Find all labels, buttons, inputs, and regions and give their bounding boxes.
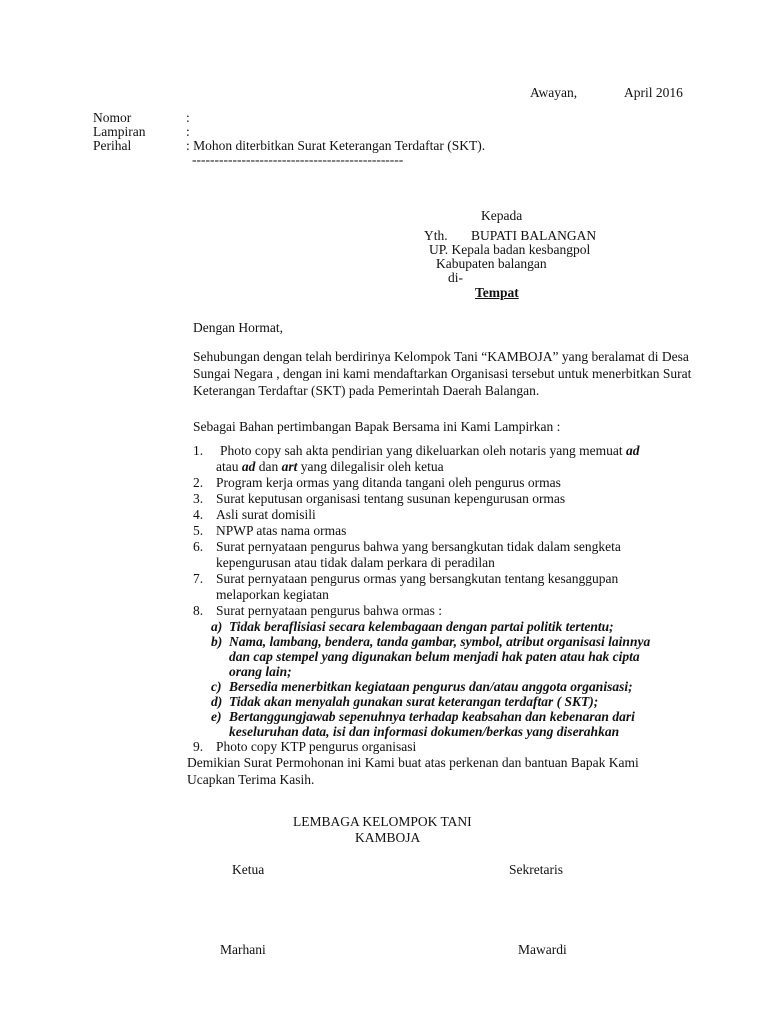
- perihal-value: : Mohon diterbitkan Surat Keterangan Terdaftar (SKT).: [186, 138, 486, 153]
- sub-list-item: [193, 619, 693, 634]
- list-item: [193, 475, 693, 491]
- list-item-text: Photo copy KTP pengurus organisasi: [216, 739, 417, 754]
- list-item: [193, 539, 656, 571]
- organization-name-line2: KAMBOJA: [355, 830, 421, 845]
- list-item: [193, 571, 656, 603]
- nomor-label: Nomor: [93, 110, 132, 125]
- list-item-text: Program kerja ormas yang ditanda tangani oleh pengurus ormas: [216, 475, 561, 490]
- recipient-name: BUPATI BALANGAN: [471, 228, 597, 243]
- ketua-name: Marhani: [220, 942, 266, 957]
- list-item-number: 4.: [193, 507, 204, 522]
- recipient-up: UP. Kepala badan kesbangpol: [429, 242, 591, 257]
- sub-list-letter: e): [211, 709, 222, 724]
- list-item-number: 7.: [193, 571, 204, 586]
- recipient-kabupaten: Kabupaten balangan: [436, 256, 547, 271]
- sub-list-letter: a): [211, 619, 223, 634]
- recipient-tempat: Tempat: [475, 285, 519, 300]
- sub-list-text: Bersedia menerbitkan kegiataan pengurus dan/atau anggota organisasi;: [229, 679, 633, 694]
- sub-list-text: Bertanggungjawab sepenuhnya terhadap keabsahan dan kebenaran dari keseluruhan data, isi dan informasi dokumen/berkas yang diserahkan: [229, 709, 635, 739]
- sub-list-item: [193, 634, 654, 679]
- sub-list-item: [193, 694, 693, 709]
- art-term: art: [281, 459, 298, 474]
- sekretaris-title: Sekretaris: [509, 862, 563, 877]
- perihal-label: Perihal: [93, 138, 132, 153]
- list-item-number: 9.: [193, 739, 204, 754]
- list-item-text: yang dilegalisir oleh ketua: [297, 459, 444, 474]
- list-item-text: NPWP atas nama ormas: [216, 523, 347, 538]
- list-item-text: Surat pernyataan pengurus bahwa ormas :: [216, 603, 443, 618]
- letter-date: April 2016: [624, 85, 683, 100]
- ketua-title: Ketua: [232, 862, 265, 877]
- list-item: [193, 603, 693, 619]
- list-item: [193, 491, 693, 507]
- yth-label: Yth.: [424, 228, 448, 243]
- list-item-number: 6.: [193, 539, 204, 554]
- sub-list-letter: b): [211, 634, 223, 649]
- list-item-text: dan: [255, 459, 282, 474]
- body-paragraph-1: Sehubungan dengan telah berdirinya Kelompok Tani “KAMBOJA” yang beralamat di Desa Sungai Negara , dengan ini kami mendaftarkan Organisasi tersebut untuk menerbitkan Surat Keterangan Terdaftar (SKT) pada Pemerintah Daerah Balangan.: [193, 349, 692, 398]
- list-item-text: Surat keputusan organisasi tentang susunan kepengurusan ormas: [216, 491, 566, 506]
- sub-list-item: [193, 679, 693, 694]
- ad-term: ad: [626, 443, 640, 458]
- sub-list-item: [193, 709, 649, 739]
- list-item-text: Photo copy sah akta pendirian yang dikeluarkan oleh notaris yang memuat: [220, 443, 627, 458]
- kepada-label: Kepada: [481, 208, 523, 223]
- sub-list-text: Tidak akan menyalah gunakan surat keterangan terdaftar ( SKT);: [229, 694, 599, 709]
- list-item-number: 5.: [193, 523, 204, 538]
- list-item-text: Asli surat domisili: [216, 507, 316, 522]
- organization-name: LEMBAGA KELOMPOK TANI: [293, 814, 472, 829]
- list-item: [193, 507, 693, 523]
- list-item-text: atau: [216, 459, 242, 474]
- ad-term: ad: [241, 459, 256, 474]
- list-item-text: Surat pernyataan pengurus ormas yang bersangkutan tentang kesanggupan melaporkan kegiatan: [216, 571, 619, 602]
- list-item-text: Surat pernyataan pengurus bahwa yang bersangkutan tidak dalam sengketa kepengurusan atau tidak dalam perkara di peradilan: [216, 539, 621, 570]
- list-item-number: 1.: [193, 443, 204, 458]
- lampiran-value: :: [186, 124, 190, 139]
- closing-paragraph: Demikian Surat Permohonan ini Kami buat atas perkenan dan bantuan Bapak Kami Ucapkan Terima Kasih.: [187, 755, 639, 787]
- nomor-value: :: [186, 110, 190, 125]
- letter-place: Awayan,: [530, 85, 578, 100]
- list-item-number: 8.: [193, 603, 204, 618]
- list-item: [193, 523, 693, 539]
- sub-list-letter: c): [211, 679, 222, 694]
- separator-line: -----------------------------------------------: [192, 152, 404, 167]
- sub-list-letter: d): [211, 694, 223, 709]
- list-item: [193, 443, 693, 475]
- sub-list-text: Nama, lambang, bendera, tanda gambar, symbol, atribut organisasi lainnya dan cap stempel yang digunakan belum menjadi hak paten atau hak cipta orang lain;: [229, 634, 651, 679]
- attachment-list: [193, 443, 693, 755]
- list-item: [193, 739, 693, 755]
- body-paragraph-2: Sebagai Bahan pertimbangan Bapak Bersama ini Kami Lampirkan :: [193, 419, 561, 434]
- sekretaris-name: Mawardi: [518, 942, 567, 957]
- recipient-di: di-: [448, 270, 463, 285]
- sub-list-text: Tidak beraflisiasi secara kelembagaan dengan partai politik tertentu;: [229, 619, 614, 634]
- list-item-number: 2.: [193, 475, 204, 490]
- list-item-number: 3.: [193, 491, 204, 506]
- salutation: Dengan Hormat,: [193, 320, 283, 335]
- lampiran-label: Lampiran: [93, 124, 146, 139]
